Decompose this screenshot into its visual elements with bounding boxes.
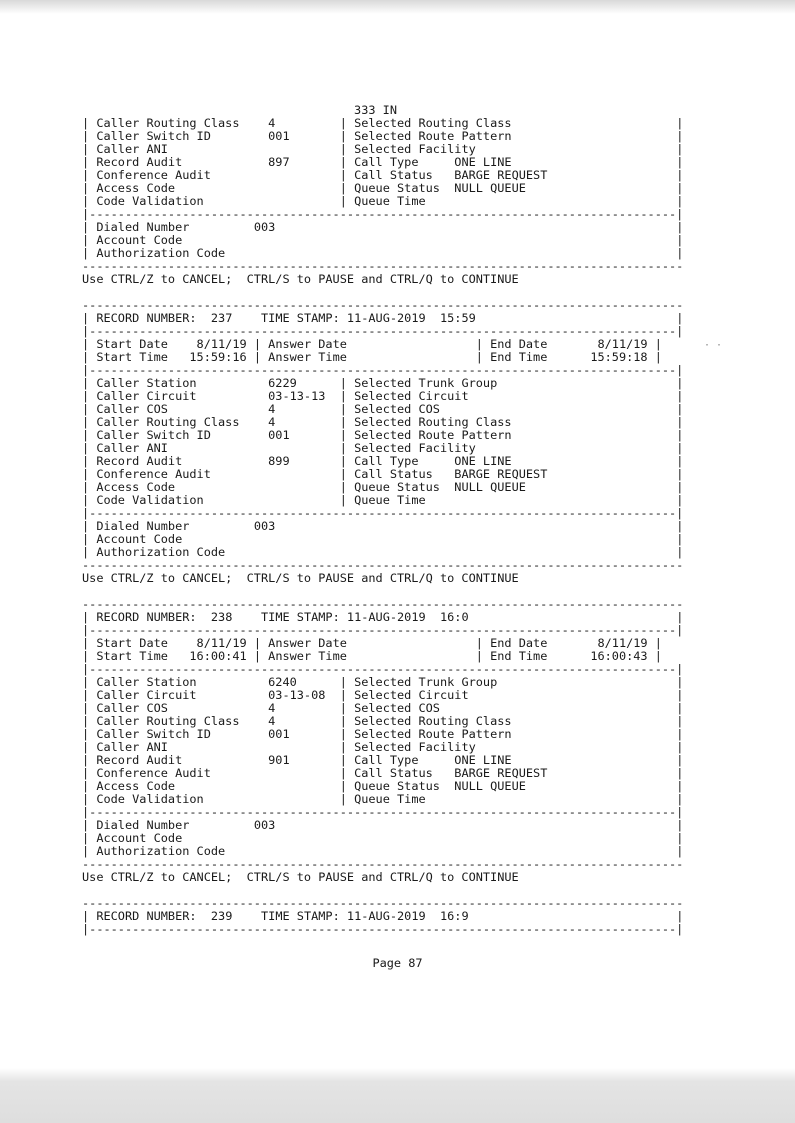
margin-mark: · · xyxy=(704,340,723,351)
divider-line: ------------------------------------------------------------------------------------ xyxy=(82,857,684,871)
field-label: Caller Station xyxy=(96,376,269,390)
record-number-label: RECORD NUMBER: xyxy=(96,311,211,325)
start-time-row: | Start Time 15:59:16 | Answer Time | End Time 15:59:18 | xyxy=(82,350,662,364)
authorization-code-row: | Authorization Code | xyxy=(82,545,684,559)
record-number-label: RECORD NUMBER: xyxy=(96,909,211,923)
continue-prompt: Use CTRL/Z to CANCEL; CTRL/S to PAUSE and CTRL/Q to CONTINUE xyxy=(82,571,519,585)
divider-line: |----------------------------------------------------------------------------------| xyxy=(82,623,684,637)
field-label: Selected Route Pattern xyxy=(354,727,512,741)
time-stamp: 11-AUG-2019 16:9 xyxy=(346,909,469,923)
field-value: 6240 xyxy=(268,675,340,689)
field-label: Authorization Code xyxy=(96,545,677,559)
divider-line: ------------------------------------------------------------------------------------ xyxy=(82,896,684,910)
continue-prompt: Use CTRL/Z to CANCEL; CTRL/S to PAUSE and CTRL/Q to CONTINUE xyxy=(82,272,519,286)
record-number: 237 xyxy=(210,311,261,325)
field-value xyxy=(268,142,340,156)
field-label: Caller Routing Class xyxy=(96,116,269,130)
dialed-number-row: | Dialed Number 003 | xyxy=(82,818,684,832)
field-value: 4 xyxy=(268,415,340,429)
divider-line: ------------------------------------------------------------------------------------ xyxy=(82,259,684,273)
field-row: | Caller ANI | Selected Facility | xyxy=(82,441,684,455)
dialed-number-row: | Dialed Number 003 | xyxy=(82,220,684,234)
field-value: 4 xyxy=(268,714,340,728)
field-label: End Date xyxy=(490,337,576,351)
field-row: | Caller Station 6240 | Selected Trunk Group | xyxy=(82,675,684,689)
field-value: 4 xyxy=(268,701,340,715)
time-stamp-label: TIME STAMP: xyxy=(261,610,347,624)
field-row: | Caller Routing Class 4 | Selected Routing Class | xyxy=(82,116,684,130)
field-label: Queue Time xyxy=(354,493,455,507)
field-label: Caller Circuit xyxy=(96,688,269,702)
field-value: 03-13-08 xyxy=(268,688,340,702)
divider-line: ------------------------------------------------------------------------------------ xyxy=(82,558,684,572)
field-row: | Conference Audit | Call Status BARGE REQUEST | xyxy=(82,766,684,780)
field-value: 001 xyxy=(268,129,340,143)
field-label: End Date xyxy=(490,636,576,650)
field-label: Queue Status xyxy=(354,181,455,195)
field-value: 003 xyxy=(253,818,276,832)
field-label: Code Validation xyxy=(96,493,269,507)
field-row: | Caller ANI | Selected Facility | xyxy=(82,142,684,156)
field-row: | Caller ANI | Selected Facility | xyxy=(82,740,684,754)
end-time: 15:59:18 xyxy=(576,350,648,364)
field-label: Caller Routing Class xyxy=(96,415,269,429)
field-value xyxy=(268,441,340,455)
field-label: Account Code xyxy=(96,532,677,546)
field-label: Caller ANI xyxy=(96,441,269,455)
field-row: | Caller Routing Class 4 | Selected Routing Class | xyxy=(82,415,684,429)
field-label: Answer Date xyxy=(268,636,476,650)
field-row: | Conference Audit | Call Status BARGE REQUEST | xyxy=(82,467,684,481)
start-date-row: | Start Date 8/11/19 | Answer Date | End Date 8/11/19 | xyxy=(82,636,662,650)
field-label: Selected Facility xyxy=(354,441,476,455)
field-label: Answer Time xyxy=(268,350,476,364)
record-header: | RECORD NUMBER: 238 TIME STAMP: 11-AUG-2019 16:0 | xyxy=(82,610,684,624)
continue-prompt-row xyxy=(82,571,519,585)
field-label: Code Validation xyxy=(96,792,269,806)
divider-line: |----------------------------------------------------------------------------------| xyxy=(82,207,684,221)
field-row: | Record Audit 897 | Call Type ONE LINE | xyxy=(82,155,684,169)
field-value: BARGE REQUEST xyxy=(454,467,548,481)
field-label: Authorization Code xyxy=(96,246,677,260)
field-row: | Caller Circuit 03-13-13 | Selected Circuit | xyxy=(82,389,684,403)
field-label: Conference Audit xyxy=(96,168,269,182)
continue-prompt: Use CTRL/Z to CANCEL; CTRL/S to PAUSE and CTRL/Q to CONTINUE xyxy=(82,870,519,884)
field-label: Selected Trunk Group xyxy=(354,675,498,689)
continue-prompt-row xyxy=(82,870,519,884)
account-code-row: | Account Code | xyxy=(82,831,684,845)
field-label: Call Type xyxy=(354,454,455,468)
field-row: | Caller COS 4 | Selected COS | xyxy=(82,701,684,715)
field-value: 003 xyxy=(253,220,276,234)
record-number-label: RECORD NUMBER: xyxy=(96,610,211,624)
divider-line: ------------------------------------------------------------------------------------ xyxy=(82,298,684,312)
field-label: Account Code xyxy=(96,831,677,845)
field-label: Selected Facility xyxy=(354,142,476,156)
scan-shadow-top xyxy=(0,0,795,14)
dialed-number-row: | Dialed Number 003 | xyxy=(82,519,684,533)
field-value: 4 xyxy=(268,402,340,416)
field-label: Conference Audit xyxy=(96,467,269,481)
field-label: Call Type xyxy=(354,155,455,169)
divider-line: ------------------------------------------------------------------------------------ xyxy=(82,597,684,611)
field-value xyxy=(268,194,340,208)
field-label: Selected Routing Class xyxy=(354,116,512,130)
end-time: 16:00:43 xyxy=(576,649,648,663)
account-code-row: | Account Code | xyxy=(82,532,684,546)
record-header: | RECORD NUMBER: 237 TIME STAMP: 11-AUG-2019 15:59 | xyxy=(82,311,684,325)
field-value xyxy=(268,480,340,494)
field-label: Call Status xyxy=(354,168,455,182)
field-row: | Conference Audit | Call Status BARGE REQUEST | xyxy=(82,168,684,182)
field-row: | Access Code | Queue Status NULL QUEUE | xyxy=(82,779,684,793)
divider-line: |----------------------------------------------------------------------------------| xyxy=(82,805,684,819)
divider-line: |----------------------------------------------------------------------------------| xyxy=(82,662,684,676)
start-date: 8/11/19 xyxy=(182,337,247,351)
field-label: Caller Switch ID xyxy=(96,727,269,741)
start-date: 8/11/19 xyxy=(182,636,247,650)
field-label: Selected COS xyxy=(354,701,455,715)
field-row: | Code Validation | Queue Time | xyxy=(82,493,684,507)
field-value: 899 xyxy=(268,454,340,468)
field-label: Selected Route Pattern xyxy=(354,428,512,442)
field-label: Selected Routing Class xyxy=(354,714,512,728)
field-label: Caller Station xyxy=(96,675,269,689)
field-label: Call Status xyxy=(354,766,455,780)
field-label: Selected Trunk Group xyxy=(354,376,498,390)
field-label: Caller ANI xyxy=(96,740,269,754)
field-value: 001 xyxy=(268,727,340,741)
start-date-row: | Start Date 8/11/19 | Answer Date | End Date 8/11/19 | xyxy=(82,337,662,351)
scan-shadow-bottom xyxy=(0,1068,795,1123)
field-value: NULL QUEUE xyxy=(454,181,526,195)
field-label: Conference Audit xyxy=(96,766,269,780)
field-label: Record Audit xyxy=(96,753,269,767)
divider-line: |----------------------------------------------------------------------------------| xyxy=(82,324,684,338)
field-label: Selected COS xyxy=(354,402,455,416)
field-label: Record Audit xyxy=(96,155,269,169)
field-value: 897 xyxy=(268,155,340,169)
field-label: Selected Circuit xyxy=(354,389,469,403)
field-row: | Caller COS 4 | Selected COS | xyxy=(82,402,684,416)
field-value: ONE LINE xyxy=(454,753,512,767)
start-time: 16:00:41 xyxy=(182,649,247,663)
field-row: | Caller Switch ID 001 | Selected Route Pattern | xyxy=(82,727,684,741)
field-label: Start Time xyxy=(96,350,183,364)
field-label: Account Code xyxy=(96,233,677,247)
field-value: 001 xyxy=(268,428,340,442)
divider-line: |----------------------------------------------------------------------------------| xyxy=(82,363,684,377)
field-label: Caller Switch ID xyxy=(96,129,269,143)
field-label: Queue Time xyxy=(354,194,455,208)
time-stamp-label: TIME STAMP: xyxy=(261,909,347,923)
field-value: 03-13-13 xyxy=(268,389,340,403)
field-label: Queue Status xyxy=(354,480,455,494)
field-label: Record Audit xyxy=(96,454,269,468)
field-label: Selected Routing Class xyxy=(354,415,512,429)
time-stamp-label: TIME STAMP: xyxy=(261,311,347,325)
field-label: Start Date xyxy=(96,337,183,351)
record-header: | RECORD NUMBER: 239 TIME STAMP: 11-AUG-2019 16:9 | xyxy=(82,909,684,923)
field-label: Dialed Number xyxy=(96,818,254,832)
report-page xyxy=(82,104,702,936)
field-label: Access Code xyxy=(96,181,269,195)
field-value: NULL QUEUE xyxy=(454,779,526,793)
divider-line: |----------------------------------------------------------------------------------| xyxy=(82,922,684,936)
field-value xyxy=(268,493,340,507)
field-label: Selected Facility xyxy=(354,740,476,754)
field-row: | Code Validation | Queue Time | xyxy=(82,792,684,806)
end-date: 8/11/19 xyxy=(576,636,648,650)
field-label: Access Code xyxy=(96,480,269,494)
field-label: Start Time xyxy=(96,649,183,663)
field-label: Authorization Code xyxy=(96,844,677,858)
account-code-row: | Account Code | xyxy=(82,233,684,247)
field-value xyxy=(268,766,340,780)
field-value xyxy=(268,792,340,806)
page-number: Page 87 xyxy=(372,956,423,970)
time-stamp: 11-AUG-2019 15:59 xyxy=(346,311,476,325)
time-stamp: 11-AUG-2019 16:0 xyxy=(346,610,469,624)
field-label: Selected Circuit xyxy=(354,688,469,702)
field-value: BARGE REQUEST xyxy=(454,168,548,182)
field-label: Caller Routing Class xyxy=(96,714,269,728)
field-row: | Access Code | Queue Status NULL QUEUE | xyxy=(82,480,684,494)
field-value xyxy=(268,779,340,793)
field-label: End Time xyxy=(490,649,576,663)
field-label: Code Validation xyxy=(96,194,269,208)
record-number: 238 xyxy=(210,610,261,624)
field-label: Call Type xyxy=(354,753,455,767)
field-label: Answer Date xyxy=(268,337,476,351)
start-time: 15:59:16 xyxy=(182,350,247,364)
field-label: End Time xyxy=(490,350,576,364)
fragment-header xyxy=(82,103,397,117)
field-value xyxy=(268,740,340,754)
field-value xyxy=(268,181,340,195)
record-number: 239 xyxy=(210,909,261,923)
field-label: Call Status xyxy=(354,467,455,481)
field-row: | Caller Switch ID 001 | Selected Route Pattern | xyxy=(82,129,684,143)
field-label: Answer Time xyxy=(268,649,476,663)
field-value: ONE LINE xyxy=(454,454,512,468)
field-row: | Code Validation | Queue Time | xyxy=(82,194,684,208)
field-value: 901 xyxy=(268,753,340,767)
field-label: Selected Route Pattern xyxy=(354,129,512,143)
field-label: Dialed Number xyxy=(96,220,254,234)
field-label: Caller COS xyxy=(96,402,269,416)
field-label: Caller ANI xyxy=(96,142,269,156)
field-value: ONE LINE xyxy=(454,155,512,169)
field-row: | Caller Routing Class 4 | Selected Routing Class | xyxy=(82,714,684,728)
field-row: | Caller Station 6229 | Selected Trunk Group | xyxy=(82,376,684,390)
field-row: | Record Audit 901 | Call Type ONE LINE | xyxy=(82,753,684,767)
field-value: 4 xyxy=(268,116,340,130)
call-record-listing xyxy=(82,104,702,936)
fragment-in-line: 333 IN xyxy=(354,103,397,117)
field-value: BARGE REQUEST xyxy=(454,766,548,780)
field-value: 003 xyxy=(253,519,276,533)
authorization-code-row: | Authorization Code | xyxy=(82,844,684,858)
field-value: NULL QUEUE xyxy=(454,480,526,494)
field-label: Queue Status xyxy=(354,779,455,793)
field-label: Start Date xyxy=(96,636,183,650)
field-value: 6229 xyxy=(268,376,340,390)
continue-prompt-row xyxy=(82,272,519,286)
field-label: Caller Switch ID xyxy=(96,428,269,442)
start-time-row: | Start Time 16:00:41 | Answer Time | End Time 16:00:43 | xyxy=(82,649,662,663)
field-value xyxy=(268,168,340,182)
field-label: Caller Circuit xyxy=(96,389,269,403)
field-label: Dialed Number xyxy=(96,519,254,533)
field-row: | Record Audit 899 | Call Type ONE LINE | xyxy=(82,454,684,468)
field-row: | Caller Switch ID 001 | Selected Route Pattern | xyxy=(82,428,684,442)
authorization-code-row: | Authorization Code | xyxy=(82,246,684,260)
divider-line: |----------------------------------------------------------------------------------| xyxy=(82,506,684,520)
field-row: | Caller Circuit 03-13-08 | Selected Circuit | xyxy=(82,688,684,702)
field-value xyxy=(268,467,340,481)
field-row: | Access Code | Queue Status NULL QUEUE | xyxy=(82,181,684,195)
field-label: Caller COS xyxy=(96,701,269,715)
end-date: 8/11/19 xyxy=(576,337,648,351)
field-label: Access Code xyxy=(96,779,269,793)
field-label: Queue Time xyxy=(354,792,455,806)
